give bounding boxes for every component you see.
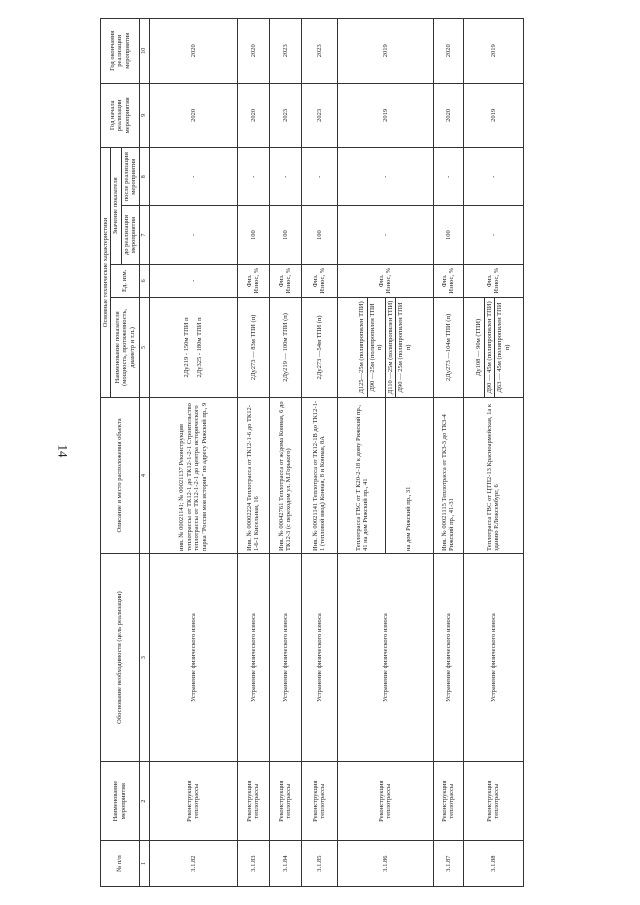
row-name: Реконструкция теплотрассы — [301, 762, 337, 841]
col-index: 9 — [139, 83, 149, 148]
header-justification: Обоснование необходимости (цель реализации) — [101, 553, 140, 761]
header-tech-group: Основные технические характеристики — [101, 148, 111, 398]
indicator-line: Д63 — 45м (полипропилен ТПИ п) — [496, 302, 511, 393]
row-after: - — [301, 148, 337, 206]
indicator-line: Д125—25м (полипропилен ТПИ) — [357, 298, 367, 397]
col-index: 2 — [139, 762, 149, 841]
row-name: Реконструкция теплотрассы — [337, 762, 433, 841]
row-num: 3.1.83 — [237, 841, 269, 887]
row-justification: Устранение физического износа — [237, 553, 269, 761]
indicator-line: Д90 —25м (полипропилен ТПИ п) — [367, 298, 385, 397]
col-index: 4 — [139, 397, 149, 553]
row-before: 100 — [301, 206, 337, 264]
row-end-year: 2023 — [301, 19, 337, 84]
header-description: Описание и место расположения объекта — [101, 397, 140, 553]
col-index: 7 — [139, 206, 149, 264]
rotated-page — [102, 0, 638, 905]
indicator-line: Ду108 — 90м (ТПИ) — [474, 298, 484, 397]
col-index: 3 — [139, 553, 149, 761]
row-justification: Устранение физического износа — [433, 553, 463, 761]
table-row — [237, 19, 269, 887]
header-start-year: Год начала реализации мероприятия — [101, 83, 140, 148]
row-num: 3.1.87 — [433, 841, 463, 887]
row-unit: - — [149, 264, 237, 297]
row-num: 3.1.84 — [269, 841, 301, 887]
header-before: до реализации мероприятия — [121, 206, 139, 264]
header-indicator: Наименование показателя (мощность, протяженность, диаметр и т.п.) — [111, 297, 139, 397]
col-index: 1 — [139, 841, 149, 887]
row-before: 100 — [433, 206, 463, 264]
row-description: Инв. № 00002224 Теплотрасса от ТК12-1-6 до ТК12-1-6-1 Кисельная, 16 — [237, 397, 269, 553]
indicator-line: 2Ду219 - 150м ТПИ п — [182, 317, 190, 378]
row-description: Инв. № 00021115 Теплотрасса от ТК3-3 до ТК3-4 Рижский пр., 41-31 — [433, 397, 463, 553]
header-num: № п/п — [101, 841, 140, 887]
row-justification: Устранение физического износа — [337, 553, 433, 761]
row-num: 3.1.82 — [149, 841, 237, 887]
header-unit: Ед. изм. — [111, 264, 139, 297]
row-start-year: 2019 — [463, 83, 523, 148]
row-indicators — [463, 297, 523, 397]
row-name: Реконструкция теплотрассы — [269, 762, 301, 841]
row-justification: Устранение физического износа — [269, 553, 301, 761]
row-indicators — [269, 297, 301, 397]
indicator-line: 2Ду273 —104м ТПИ (п) — [444, 313, 452, 381]
column-index-row — [139, 19, 149, 887]
row-indicators — [433, 297, 463, 397]
header-end-year: Год окончания реализации мероприятия — [101, 19, 140, 84]
indicator-line: Д110 —25м (полипропилен ТПИ) — [385, 298, 395, 397]
row-indicators — [301, 297, 337, 397]
row-after: - — [337, 148, 433, 206]
row-unit: Физ. Износ, % — [433, 264, 463, 297]
row-name: Реконструкция теплотрассы — [149, 762, 237, 841]
measures-table — [100, 18, 524, 887]
row-indicators — [337, 297, 433, 397]
row-justification: Устранение физического износа — [463, 553, 523, 761]
row-num: 3.1.86 — [337, 841, 433, 887]
description-part: Теплотрасса ГВС от Т К20-2-18 к дому Рижский пр., 41 на дом Рижский пр., 41 — [339, 398, 385, 553]
indicator-split — [474, 298, 512, 397]
row-name: Реконструкция теплотрассы — [433, 762, 463, 841]
indicator-line: Д90 — 45м (полипропилен ТПИ) — [484, 298, 494, 397]
row-unit: Физ. Износ, % — [337, 264, 433, 297]
row-start-year: 2020 — [433, 83, 463, 148]
row-description: инв. № 00021141; № 00021137 Реконструкция теплотрассы от ТК12-1 до ТК12-1-2-1 Строительство теплотрассы от ТК12-1-2-1 до центра исторического парка "Россия моя история" по адресу Рижский пр., 9 — [149, 397, 237, 553]
row-description: Инв. № 00042761 Теплотрасса от ж/дома Конная, 6 до ТК12-3 (с переходом ул. М.Горького) — [269, 397, 301, 553]
row-unit: Физ. Износ, % — [269, 264, 301, 297]
indicator-split — [357, 298, 413, 397]
row-after: - — [237, 148, 269, 206]
row-num: 3.1.85 — [301, 841, 337, 887]
table-row — [463, 19, 523, 887]
table-row — [337, 19, 433, 887]
row-num: 3.1.88 — [463, 841, 523, 887]
row-before: - — [149, 206, 237, 264]
row-description — [337, 397, 433, 553]
row-after: - — [463, 148, 523, 206]
col-index: 5 — [139, 297, 149, 397]
row-before: - — [463, 206, 523, 264]
row-start-year: 2019 — [337, 83, 433, 148]
row-unit: Физ. Износ, % — [463, 264, 523, 297]
indicator-line: 2Ду325 - 180м ТПИ п — [196, 317, 204, 378]
table-row — [269, 19, 301, 887]
indicator-line: Д90 — 25м (полипропилен ТПИ п) — [397, 302, 412, 393]
row-end-year: 2019 — [337, 19, 433, 84]
row-justification: Устранение физического износа — [149, 553, 237, 761]
header-value-group: Значение показателя — [111, 148, 121, 265]
indicator-line: 2Ду273 —54м ТПИ (п) — [315, 315, 323, 380]
row-start-year: 2023 — [301, 83, 337, 148]
description-split — [339, 398, 431, 553]
row-after: - — [433, 148, 463, 206]
row-start-year: 2020 — [149, 83, 237, 148]
header-after: после реализации мероприятия — [121, 148, 139, 206]
row-unit: Физ. Износ, % — [237, 264, 269, 297]
row-end-year: 2020 — [433, 19, 463, 84]
row-description: Теплотрасса ГВС от ЦТП2-13 Красноармейская, 1а к зданию Р.Люксембург, 6 — [463, 397, 523, 553]
row-justification: Устранение физического износа — [301, 553, 337, 761]
col-index: 6 — [139, 264, 149, 297]
description-part: на дом Рижский пр., 31 — [404, 486, 412, 551]
row-end-year: 2023 — [269, 19, 301, 84]
row-start-year: 2020 — [237, 83, 269, 148]
col-index: 8 — [139, 148, 149, 206]
col-index: 10 — [139, 19, 149, 84]
header-name: Наименование мероприятия — [101, 762, 140, 841]
row-name: Реконструкция теплотрассы — [463, 762, 523, 841]
row-start-year: 2023 — [269, 83, 301, 148]
row-after: - — [149, 148, 237, 206]
table-row — [301, 19, 337, 887]
table-row — [433, 19, 463, 887]
row-description: Инв. № 00021141 Теплотрасса от ТК12-1В до ТК12-1-1 (тепловой ввод) Конная, 8 и Конная, 8А — [301, 397, 337, 553]
row-indicators — [149, 297, 237, 397]
row-indicators — [237, 297, 269, 397]
row-unit: Физ. Износ, % — [301, 264, 337, 297]
row-before: 100 — [237, 206, 269, 264]
row-name: Реконструкция теплотрассы — [237, 762, 269, 841]
row-after: - — [269, 148, 301, 206]
row-end-year: 2020 — [149, 19, 237, 84]
row-before: 100 — [269, 206, 301, 264]
row-before: - — [337, 206, 433, 264]
indicator-line: 2Ду273 — 83м ТПИ (п) — [249, 314, 257, 381]
page-number: 14 — [55, 444, 71, 458]
indicator-line: 2Ду219 — 100м ТПИ (п) — [281, 313, 289, 382]
row-end-year: 2019 — [463, 19, 523, 84]
table-row — [149, 19, 237, 887]
row-end-year: 2020 — [237, 19, 269, 84]
